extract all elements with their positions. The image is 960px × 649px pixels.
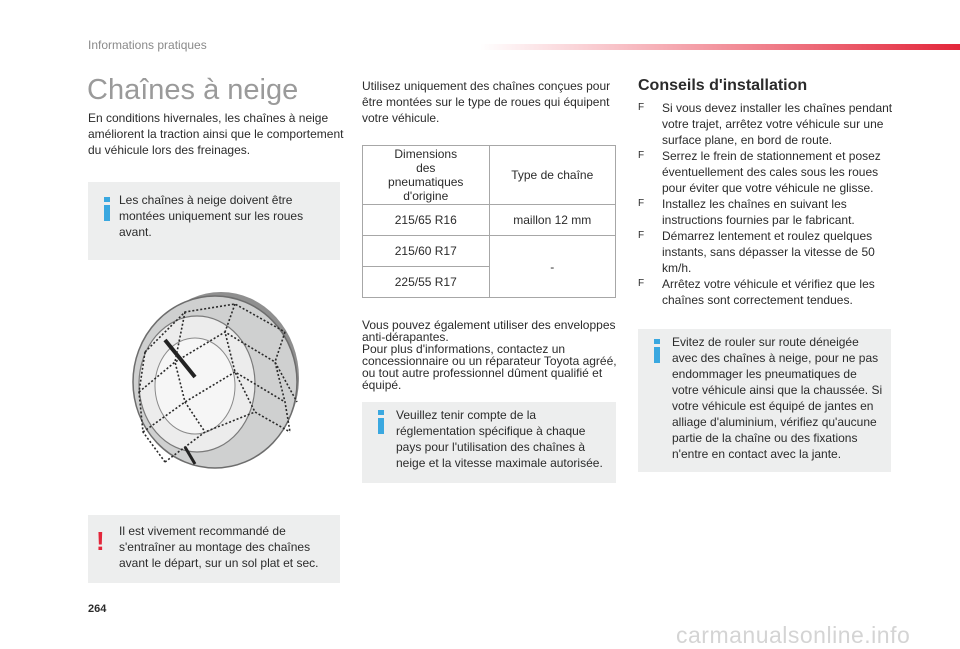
info-note-front-wheels <box>88 182 340 260</box>
table-row <box>363 236 616 267</box>
watermark: carmanualsonline.info <box>676 622 911 648</box>
table-cell: 215/60 R17 <box>363 236 490 267</box>
list-item <box>638 100 896 148</box>
note-text: Veuillez tenir compte de la réglementation spécifique à chaque pays pour l'utilisation des chaînes à neige et la vitesse maximale autorisée. <box>396 408 603 470</box>
list-item-text: Arrêtez votre véhicule et vérifiez que les chaînes sont correctement tendues. <box>662 277 875 307</box>
list-item-text: Démarrez lentement et roulez quelques instants, sans dépasser la vitesse de 50 km/h. <box>662 229 875 275</box>
list-item <box>638 276 896 308</box>
bullet-icon: F <box>638 198 645 209</box>
table-cell: 225/55 R17 <box>363 267 490 298</box>
info-icon <box>97 195 117 225</box>
page-title: Chaînes à neige <box>87 74 299 106</box>
info-note-road <box>638 329 891 472</box>
bullet-icon: F <box>638 150 645 161</box>
table-cell: 215/65 R16 <box>363 205 490 236</box>
page-number: 264 <box>88 603 107 615</box>
header-accent-bar <box>480 44 960 50</box>
list-item <box>638 196 896 228</box>
info-icon <box>371 408 391 438</box>
list-item <box>638 228 896 276</box>
bullet-icon: F <box>638 230 645 241</box>
bullet-icon: F <box>638 278 645 289</box>
table-cell: maillon 12 mm <box>489 205 616 236</box>
list-item-text: Serrez le frein de stationnement et posez éventuellement des cales sous les roues pour éviter que votre véhicule ne glisse. <box>662 149 881 195</box>
list-item-text: Si vous devez installer les chaînes pendant votre trajet, arrêtez votre véhicule sur une surface plane, en bord de route. <box>662 101 893 147</box>
section-header: Informations pratiques <box>88 38 207 52</box>
note-text: Les chaînes à neige doivent être montées uniquement sur les roues avant. <box>119 193 304 239</box>
chain-spec-table <box>362 145 616 298</box>
info-note-regulation <box>362 402 616 483</box>
list-item <box>638 148 896 196</box>
install-tips-list <box>638 100 896 308</box>
intro-paragraph: En conditions hivernales, les chaînes à neige améliorent la traction ainsi que le comportement du véhicule lors des freinages. <box>88 111 344 157</box>
column2-intro: Utilisez uniquement des chaînes conçues pour être montées sur le type de roues qui équipent votre véhicule. <box>362 79 611 125</box>
warning-note-training <box>88 515 340 583</box>
table-header-chain-type: Type de chaîne <box>489 146 616 205</box>
info-icon <box>647 337 667 367</box>
note-text: Evitez de rouler sur route déneigée avec des chaînes à neige, pour ne pas endommager les pneumatiques de votre véhicule ainsi que la chaussée. Si votre véhicule est équipé de jantes en alliage d'aluminium, vérifiez qu'aucune partie de la chaîne ou des fixations n'entre en contact avec la jante. <box>672 335 883 461</box>
table-row <box>363 205 616 236</box>
install-tips-title: Conseils d'installation <box>638 77 808 94</box>
column2-after-table: Vous pouvez également utiliser des enveloppes anti-dérapantes. Pour plus d'informations, contactez un concessionnaire ou un réparateur Toyota agréé, ou tout autre professionnel dûment qualifié et équipé. <box>362 318 617 392</box>
note-text: Il est vivement recommandé de s'entraîner au montage des chaînes avant le départ, sur un sol plat et sec. <box>119 524 319 570</box>
table-header-dimensions: Dimensions des pneumatiques d'origine <box>363 146 490 205</box>
table-cell: - <box>489 236 616 298</box>
table-header-row <box>363 146 616 205</box>
list-item-text: Installez les chaînes en suivant les instructions fournies par le fabricant. <box>662 197 855 227</box>
warning-icon: ! <box>96 526 105 556</box>
bullet-icon: F <box>638 102 645 113</box>
snow-chain-tire-illustration <box>125 292 305 472</box>
